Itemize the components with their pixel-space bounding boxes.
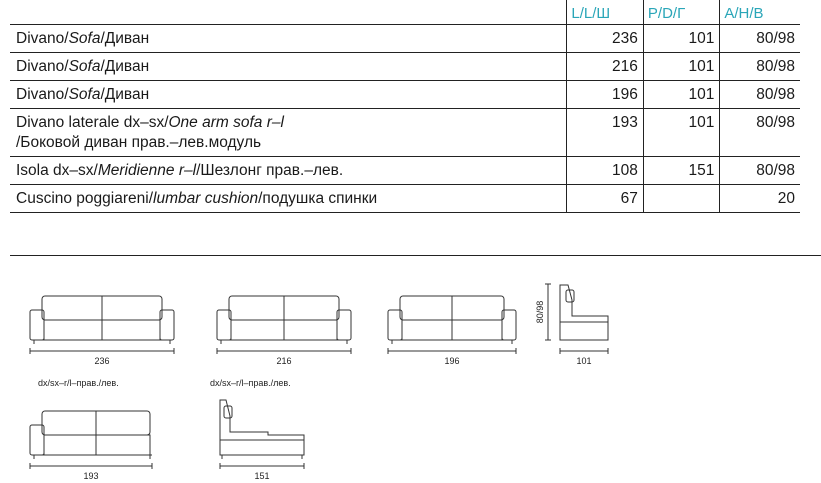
- dim-196: 196: [444, 356, 460, 366]
- row-height: 80/98: [720, 25, 800, 53]
- sofa-side-view-drawing: [545, 284, 608, 354]
- row-height: 80/98: [720, 81, 800, 109]
- row-depth: 101: [643, 81, 719, 109]
- table-row: [10, 157, 800, 185]
- row-length: 67: [567, 185, 643, 213]
- row-name: Isola dx–sx/Meridienne r–l/Шезлонг прав.–лев.: [10, 157, 567, 185]
- row-name: Divano/Sofa/Диван: [10, 81, 567, 109]
- dim-101: 101: [576, 356, 592, 366]
- table-row: [10, 109, 800, 157]
- row-height: 80/98: [720, 157, 800, 185]
- row-name: Cuscino poggiareni/lumbar cushion/подушка спинки: [10, 185, 567, 213]
- dim-236: 236: [94, 356, 110, 366]
- table-header-row: [10, 0, 800, 25]
- row-height: 80/98: [720, 109, 800, 157]
- one-arm-sofa-193-drawing: [30, 411, 152, 469]
- table-row: [10, 81, 800, 109]
- height-label: 80/98: [535, 300, 545, 324]
- row-depth: 151: [643, 157, 719, 185]
- sofa-216-drawing: [217, 296, 351, 354]
- row-name: Divano laterale dx–sx/One arm sofa r–l /Боковой диван прав.–лев.модуль: [10, 109, 567, 157]
- dim-216: 216: [276, 356, 292, 366]
- row-length: 108: [567, 157, 643, 185]
- row-height: 20: [720, 185, 800, 213]
- row-length: 236: [567, 25, 643, 53]
- section-divider: [10, 255, 821, 256]
- row-name: Divano/Sofa/Диван: [10, 25, 567, 53]
- table-row: [10, 25, 800, 53]
- sofa-drawings: [0, 260, 821, 483]
- row-length: 196: [567, 81, 643, 109]
- sofa-196-drawing: [388, 296, 516, 354]
- table-row: [10, 185, 800, 213]
- header-depth: P/D/Г: [643, 0, 719, 25]
- row-name: Divano/Sofa/Диван: [10, 53, 567, 81]
- dim-193: 193: [83, 471, 99, 481]
- row-length: 193: [567, 109, 643, 157]
- dimensions-table: [10, 0, 800, 213]
- row-depth: 101: [643, 25, 719, 53]
- row-depth: 101: [643, 53, 719, 81]
- dim-151: 151: [254, 471, 270, 481]
- note-one-arm: dx/sx–r/l–прав./лев.: [38, 378, 119, 388]
- sofa-236-drawing: [30, 296, 174, 354]
- row-depth: [643, 185, 719, 213]
- table-row: [10, 53, 800, 81]
- header-height: A/H/B: [720, 0, 800, 25]
- meridienne-151-drawing: [220, 400, 304, 469]
- header-length: L/L/Ш: [567, 0, 643, 25]
- row-height: 80/98: [720, 53, 800, 81]
- header-blank: [10, 0, 567, 25]
- row-length: 216: [567, 53, 643, 81]
- row-depth: 101: [643, 109, 719, 157]
- note-meridienne: dx/sx–r/l–прав./лев.: [210, 378, 291, 388]
